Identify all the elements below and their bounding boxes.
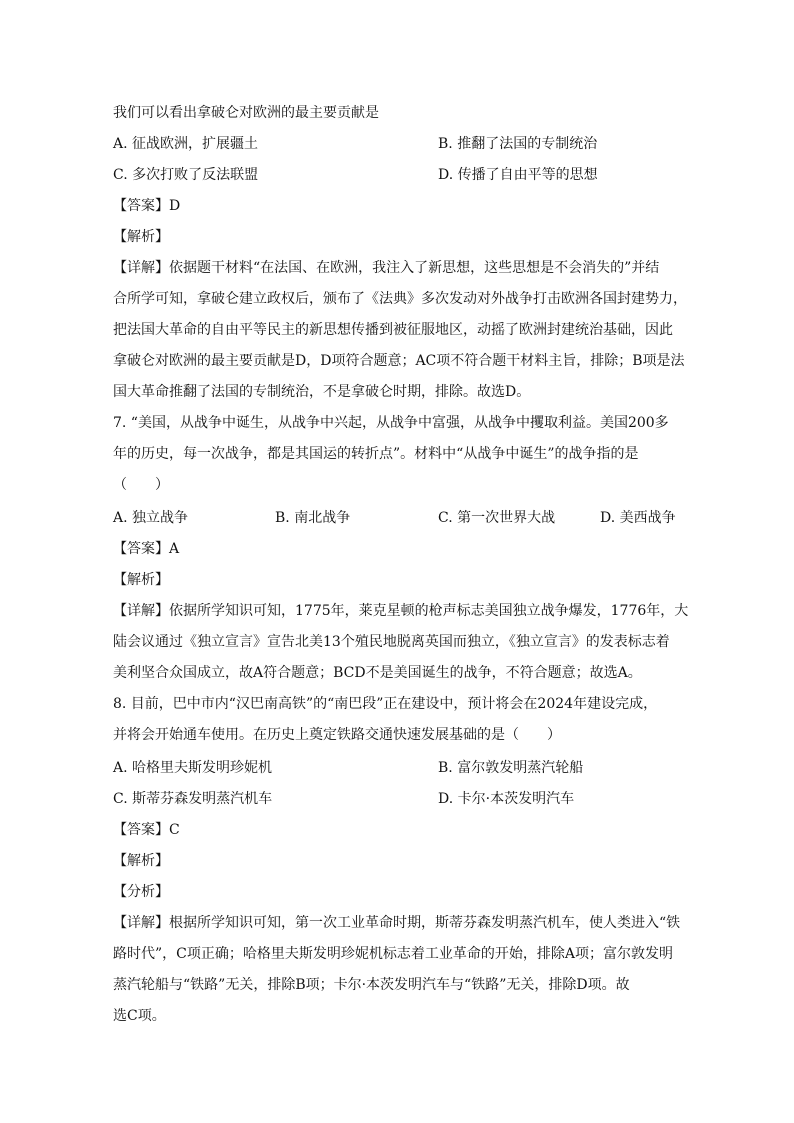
q6-detail-line: 国大革命推翻了法国的专制统治，不是拿破仑时期，排除。故选D。	[113, 384, 531, 400]
q6-detail-line: 【详解】依据题干材料“在法国、在欧洲，我注入了新思想，这些思想是不会消失的”并结	[113, 260, 660, 276]
q8-fenxi-label: 【分析】	[113, 884, 169, 900]
q6-answer: 【答案】D	[113, 198, 181, 214]
q8-stem-line: 8. 目前，巴中市内“汉巴南高铁”的“南巴段”正在建设中，预计将会在2024年建设完成，	[113, 696, 658, 712]
q8-detail-line: 蒸汽轮船与“铁路”无关，排除B项；卡尔·本茨发明汽车与“铁路”无关，排除D项。故	[113, 977, 630, 993]
q6-option-a: A. 征战欧洲，扩展疆土	[113, 136, 259, 152]
q7-option-c: C. 第一次世界大战	[438, 510, 556, 526]
q7-option-b: B. 南北战争	[275, 510, 351, 526]
q8-detail-line: 选C项。	[113, 1008, 166, 1024]
q6-detail-line: 拿破仑对欧洲的最主要贡献是D，D项符合题意；AC项不符合题干材料主旨，排除；B项是法	[113, 353, 685, 369]
q8-option-c: C. 斯蒂芬森发明蒸汽机车	[113, 791, 273, 807]
q6-detail-line: 把法国大革命的自由平等民主的新思想传播到被征服地区，动摇了欧洲封建统治基础，因此	[113, 322, 673, 338]
q6-detail-line: 合所学可知，拿破仑建立政权后，颁布了《法典》多次发动对外战争打击欧洲各国封建势力，	[113, 291, 687, 307]
q7-answer: 【答案】A	[113, 541, 180, 557]
q8-detail-line: 路时代”，C项正确；哈格里夫斯发明珍妮机标志着工业革命的开始，排除A项；富尔敦发明	[113, 946, 673, 962]
q8-analysis-label: 【解析】	[113, 853, 169, 869]
q8-option-d: D. 卡尔·本茨发明汽车	[438, 791, 575, 807]
q8-option-a: A. 哈格里夫斯发明珍妮机	[113, 760, 273, 776]
q7-analysis-label: 【解析】	[113, 572, 169, 588]
q7-stem-line: 7. “美国，从战争中诞生，从战争中兴起，从战争中富强，从战争中攫取利益。美国200多	[113, 415, 669, 431]
q6-option-c: C. 多次打败了反法联盟	[113, 167, 259, 183]
q8-stem-line: 并将会开始通车使用。在历史上奠定铁路交通快速发展基础的是（ ）	[113, 727, 561, 743]
q8-detail-line: 【详解】根据所学知识可知，第一次工业革命时期，斯蒂芬森发明蒸汽机车，使人类进入“铁	[113, 915, 681, 931]
q6-analysis-label: 【解析】	[113, 229, 169, 245]
q7-detail-line: 美利坚合众国成立，故A符合题意；BCD不是美国诞生的战争，不符合题意；故选A。	[113, 665, 642, 681]
q7-option-a: A. 独立战争	[113, 510, 189, 526]
q7-option-d: D. 美西战争	[600, 510, 676, 526]
q7-stem-line: 年的历史，每一次战争，都是其国运的转折点”。材料中“从战争中诞生”的战争指的是	[113, 446, 639, 462]
q7-stem-line: （ ）	[113, 477, 169, 493]
q8-answer: 【答案】C	[113, 822, 180, 838]
q8-option-b: B. 富尔敦发明蒸汽轮船	[438, 760, 584, 776]
q6-option-b: B. 推翻了法国的专制统治	[438, 136, 598, 152]
q6-stem-tail: 我们可以看出拿破仑对欧洲的最主要贡献是	[113, 105, 379, 121]
q7-detail-line: 【详解】依据所学知识可知，1775年，莱克星顿的枪声标志美国独立战争爆发，1776年，大	[113, 603, 689, 619]
q7-detail-line: 陆会议通过《独立宣言》宣告北美13个殖民地脱离英国而独立，《独立宣言》的发表标志着	[113, 634, 670, 650]
q6-option-d: D. 传播了自由平等的思想	[438, 167, 598, 183]
